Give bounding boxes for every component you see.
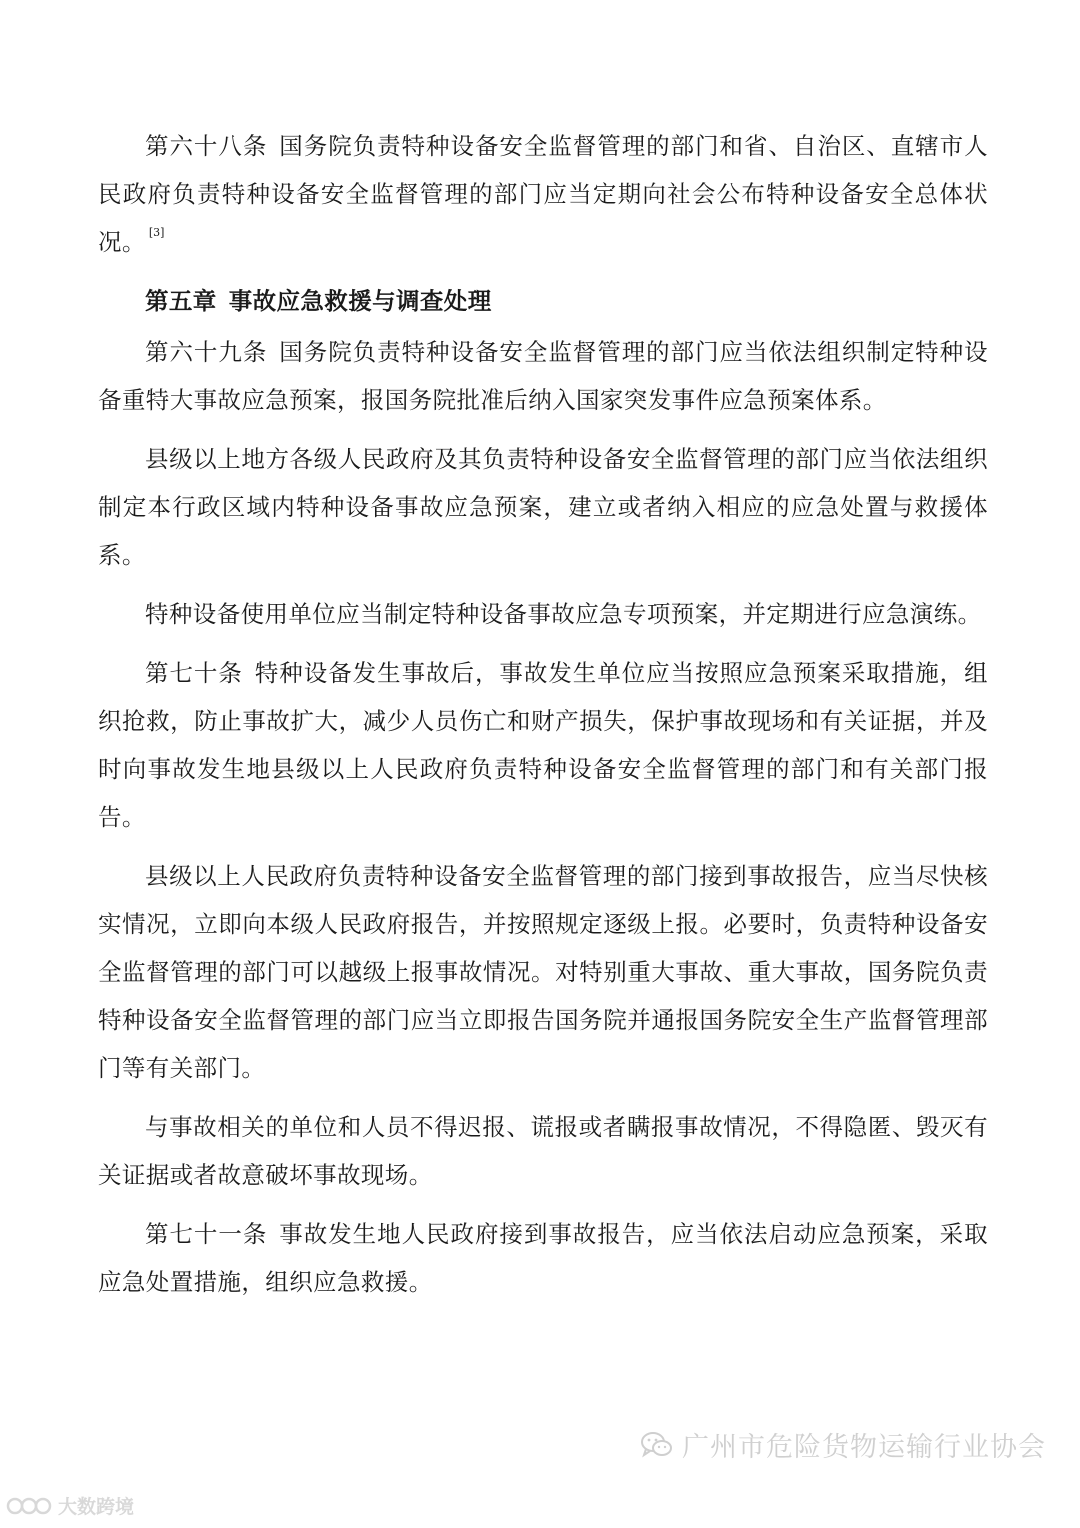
paragraph-text: 特种设备使用单位应当制定特种设备事故应急专项预案，并定期进行应急演练。 [145, 600, 982, 628]
article-69 [98, 328, 988, 424]
logo-icon [6, 1495, 52, 1517]
wechat-watermark-text: 广州市危险货物运输行业协会 [682, 1432, 1046, 1463]
paragraph-text: 县级以上地方各级人民政府及其负责特种设备安全监督管理的部门应当依法组织制定本行政区域内特种设备事故应急预案，建立或者纳入相应的应急处置与救援体系。 [98, 445, 988, 569]
paragraph [98, 590, 988, 638]
chapter-heading [98, 277, 988, 325]
paragraph-text: 县级以上人民政府负责特种设备安全监督管理的部门接到事故报告，应当尽快核实情况，立即向本级人民政府报告，并按照规定逐级上报。必要时，负责特种设备安全监督管理的部门可以越级上报事故情况。对特别重大事故、重大事故，国务院负责特种设备安全监督管理的部门应当立即报告国务院并通报国务院安全生产监督管理部门等有关部门。 [98, 862, 988, 1082]
wechat-icon [640, 1430, 674, 1460]
paragraph [98, 1103, 988, 1199]
wechat-watermark [640, 1425, 1046, 1464]
paragraph [98, 435, 988, 579]
article-number: 第六十八条 [145, 132, 268, 160]
article-text: 特种设备发生事故后，事故发生单位应当按照应急预案采取措施，组织抢救，防止事故扩大，减少人员伤亡和财产损失，保护事故现场和有关证据，并及时向事故发生地县级以上人民政府负责特种设备安全监督管理的部门和有关部门报告。 [98, 659, 989, 831]
article-number: 第六十九条 [145, 338, 268, 366]
chapter-number: 第五章 [145, 287, 217, 315]
corner-watermark-text: 大数跨境 [58, 1496, 135, 1518]
chapter-title: 事故应急救援与调查处理 [228, 287, 492, 315]
article-number: 第七十一条 [145, 1220, 268, 1248]
article-text: 事故发生地人民政府接到事故报告，应当依法启动应急预案，采取应急处置措施，组织应急救援。 [98, 1220, 988, 1296]
corner-watermark [6, 1492, 134, 1519]
article-number: 第七十条 [145, 659, 243, 687]
document-page [98, 122, 988, 1317]
article-71 [98, 1210, 988, 1306]
paragraph-text: 与事故相关的单位和人员不得迟报、谎报或者瞒报事故情况，不得隐匿、毁灭有关证据或者故意破坏事故现场。 [98, 1113, 988, 1189]
article-text: 国务院负责特种设备安全监督管理的部门和省、自治区、直辖市人民政府负责特种设备安全监督管理的部门应当定期向社会公布特种设备安全总体状况。 [98, 132, 988, 256]
article-68 [98, 122, 988, 266]
reference-marker: [3] [148, 226, 165, 239]
paragraph [98, 852, 988, 1092]
article-70 [98, 649, 988, 841]
article-text: 国务院负责特种设备安全监督管理的部门应当依法组织制定特种设备重特大事故应急预案，报国务院批准后纳入国家突发事件应急预案体系。 [98, 338, 988, 414]
